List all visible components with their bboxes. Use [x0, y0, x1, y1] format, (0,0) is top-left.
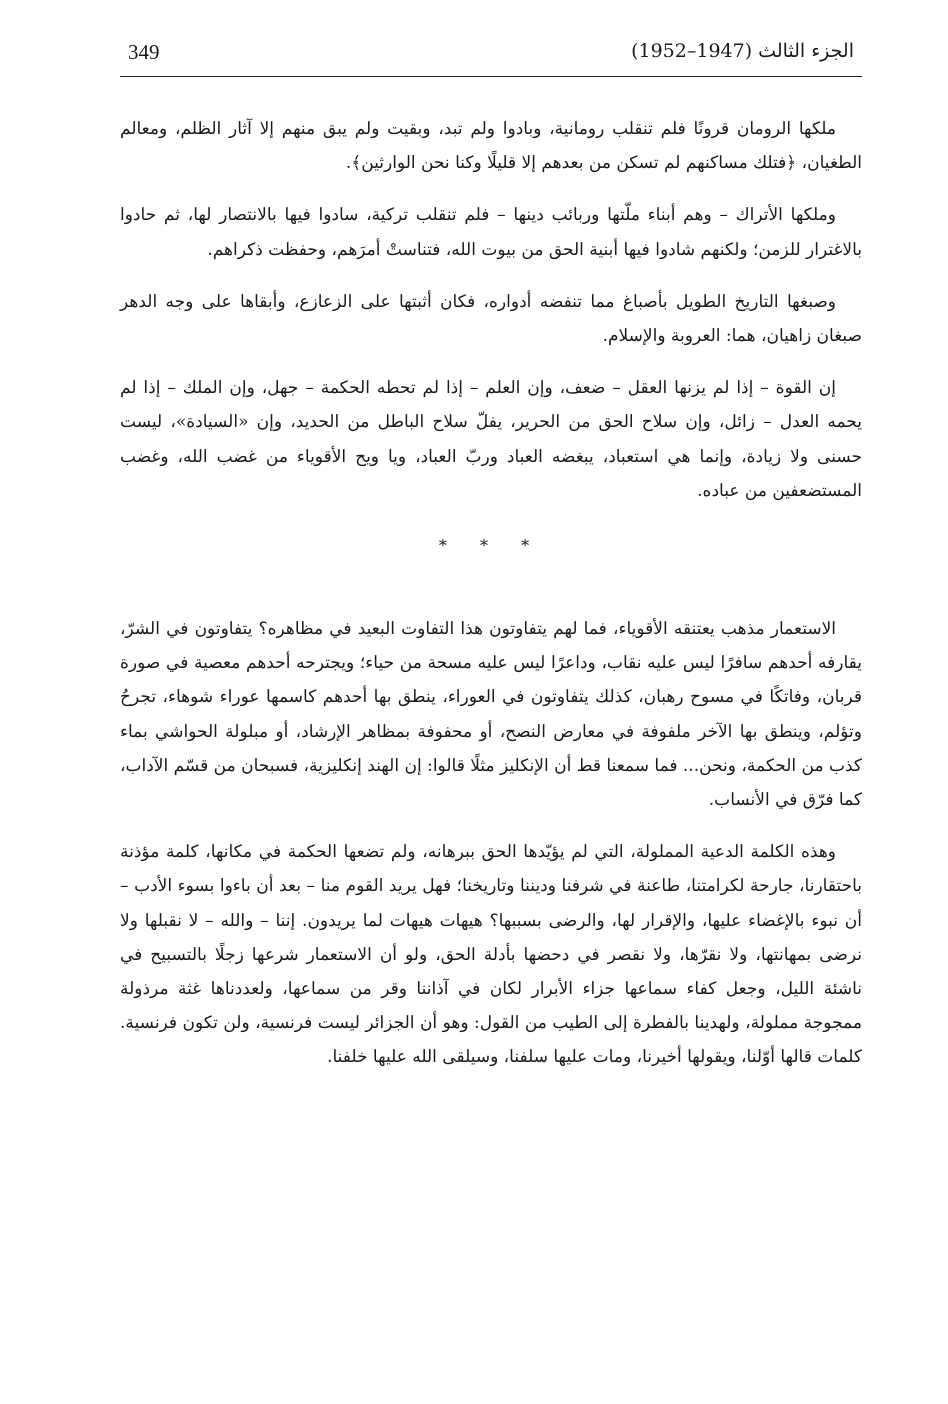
paragraph: وهذه الكلمة الدعية المملولة، التي لم يؤيّدها الحق ببرهانه، ولم تضعها الحكمة في مكانها، كلمة مؤذنة باحتقارنا، جارحة لكرامتنا، طاعنة في شرفنا وديننا وتاريخنا؛ فهل يريد القوم منا – بعد أن باءوا بسوء الأدب – أن نبوء بالإغضاء عليها، والإقرار لها، والرضى بسببها؟ هيهات هيهات لما يريدون. إننا – والله – لا نقبلها ولا نرضى بمهانتها، ولا نقرّها، ولا نقصر في دحضها بأدلة الحق، ولو أن الاستعمار شرعها زجلًا بالتسبيح في ناشئة الليل، وجعل كفاء سماعها جزاء الأبرار لكان في آذاننا وقر من سماعها، ولعددناها غثة مرذولة ممجوجة مملولة، ولهدينا بالفطرة إلى الطيب من القول: وهو أن الجزائر ليست فرنسية، ولن تكون فرنسية. كلمات قالها أوّلنا، ويقولها أخيرنا، ومات عليها سلفنا، وسيلقى الله عليها خلفنا.	[120, 842, 862, 1068]
body-text	[120, 112, 862, 1075]
header-rule	[120, 76, 862, 77]
paragraph: وصبغها التاريخ الطويل بأصباغ مما تنفضه أدواره، فكان أثبتها على الزعازع، وأبقاها على وجه الدهر صبغان زاهيان، هما: العروبة والإسلام.	[120, 291, 862, 347]
page-header	[120, 38, 860, 74]
paragraph: الاستعمار مذهب يعتنقه الأقوياء، فما لهم يتفاوتون هذا التفاوت البعيد في مظاهره؟ يتفاوتون في الشرّ، يقارفه أحدهم سافرًا ليس عليه نقاب، وداعرًا ليس عليه مسحة من حياء؛ ويجترحه أحدهم معصية في صورة قربان، وفاتكًا في مسوح رهبان، كذلك يتفاوتون في العوراء، ينطق بها أحدهم كاسمها عوراء شوهاء، تجرحُ وتؤلم، وينطق بها الآخر ملفوفة في معارض النصح، أو محفوفة بمظاهر الإرشاد، أو مبلولة الحواشي بماء كذب من الحكمة، ونحن... فما سمعنا قط أن الإنكليز مثلًا قالوا: إن الهند إنكليزية، فسبحان من قسّم الآداب، كما فرّق في الأنساب.	[120, 619, 862, 811]
page-number: 349	[128, 40, 160, 64]
paragraph: إن القوة – إذا لم يزنها العقل – ضعف، وإن العلم – إذا لم تحطه الحكمة – جهل، وإن الملك – إذا لم يحمه العدل – زائل، وإن سلاح الحق من الحرير، يفلّ سلاح الباطل من الحديد، وإن «السيادة»، ليست حسنى ولا زيادة، وإنما هي استعباد، يبغضه العباد وربّ العباد، ويا ويح الأقوياء من غضب الله، وغضب المستضعفين من عباده.	[120, 378, 862, 501]
paragraph: وملكها الأتراك – وهم أبناء ملّتها وربائب دينها – فلم تنقلب تركية، سادوا فيها بالانتصار لها، ثم حادوا بالاغترار للزمن؛ ولكنهم شادوا فيها أبنية الحق من بيوت الله، فتناستْ أمرَهم، وحفظت ذكراهم.	[120, 205, 862, 260]
section-break: * * *	[438, 536, 544, 556]
paragraph: ملكها الرومان قرونًا فلم تنقلب رومانية، وبادوا ولم تبد، وبقيت ولم يبق منهم إلا آثار الظلم، ومعالم الطغيان، ﴿فتلك مساكنهم لم تسكن من بعدهم إلا قليلًا وكنا نحن الوارثين﴾.	[120, 119, 862, 174]
running-head: الجزء الثالث (1947–1952)	[631, 40, 854, 62]
